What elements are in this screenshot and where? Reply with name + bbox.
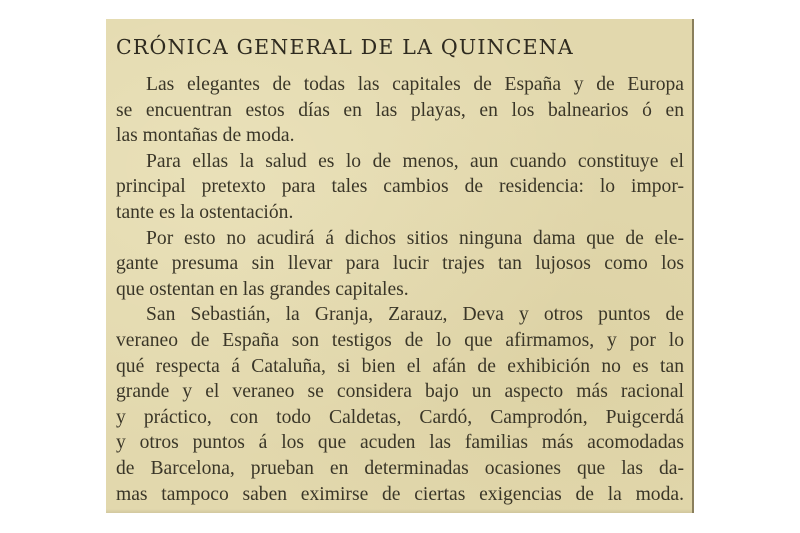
scanned-paper [106, 19, 694, 513]
text-line: y práctico, con todo Caldetas, Cardó, Camprodón, Puigcerdá [116, 406, 684, 428]
text-line: y otros puntos á los que acuden las familias más acomodadas [116, 432, 684, 454]
text-line: se encuentran estos días en las playas, en los balnearios ó en [116, 99, 684, 121]
page-edge-shadow [106, 509, 692, 513]
paragraph-1 [116, 72, 684, 149]
text-line: mas tampoco saben eximirse de ciertas exigencias de la moda. [116, 483, 684, 505]
text-line: principal pretexto para tales cambios de residencia: lo impor- [116, 176, 684, 198]
text-line: Por esto no acudirá á dichos sitios ninguna dama que de ele- [146, 227, 684, 249]
article-body [116, 72, 684, 507]
paragraph-4 [116, 302, 684, 507]
text-line: de Barcelona, prueban en determinadas ocasiones que las da- [116, 457, 684, 479]
text-line: tante es la ostentación. [116, 201, 294, 223]
text-line: gante presuma sin llevar para lucir trajes tan lujosos como los [116, 253, 684, 275]
article-title: CRÓNICA GENERAL DE LA QUINCENA [116, 35, 574, 59]
paragraph-3 [116, 226, 684, 303]
text-line: Las elegantes de todas las capitales de España y de Europa [146, 74, 684, 95]
text-line: que ostentan en las grandes capitales. [116, 278, 409, 300]
text-line: qué respecta á Cataluña, si bien el afán de exhibición no es tan [116, 355, 684, 377]
paragraph-2 [116, 149, 684, 226]
text-line: Para ellas la salud es lo de menos, aun cuando constituye el [146, 150, 684, 172]
text-line: las montañas de moda. [116, 125, 295, 147]
text-line: grande y el veraneo se considera bajo un aspecto más racional [116, 381, 684, 403]
text-line: San Sebastián, la Granja, Zarauz, Deva y otros puntos de [146, 304, 684, 326]
text-line: veraneo de España son testigos de lo que afirmamos, y por lo [116, 329, 684, 351]
